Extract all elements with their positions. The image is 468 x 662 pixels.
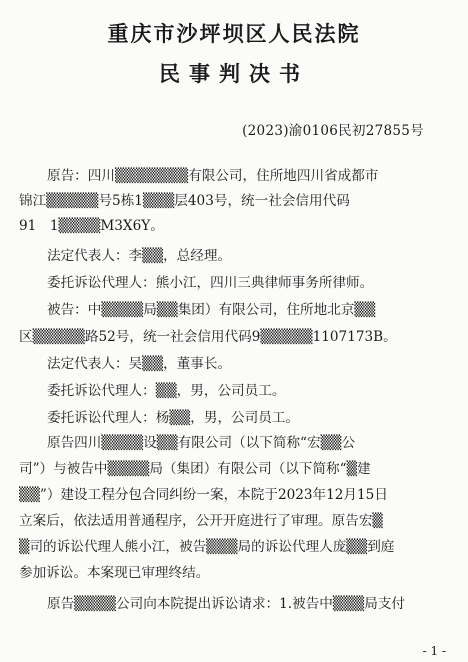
plaintiff-line-2: 锦江▒▒▒▒▒号5栋1▒▒▒层403号，统一社会信用代码	[19, 193, 350, 209]
case-summary-line-1: 原告四川▒▒▒▒设▒▒有限公司（以下简称“宏▒▒公	[47, 435, 356, 451]
case-summary-line-4: 立案后，依法适用普通程序，公开开庭进行了审理。原告宏▒	[19, 513, 383, 529]
page-number: - 1 -	[422, 644, 446, 658]
document-type: 民事判决书	[159, 61, 309, 86]
case-summary-line-2: 司”）与被告中▒▒▒▒局（集团）有限公司（以下简称“▒建	[19, 461, 371, 477]
defendant-line-2: 区▒▒▒▒▒路52号，统一社会信用代码9▒▒▒▒▒1107173B。	[19, 329, 397, 345]
case-number: (2023)渝0106民初27855号	[242, 123, 424, 139]
plaintiff-legal-rep: 法定代表人：李▒▒，总经理。	[47, 248, 232, 264]
defendant-line-1: 被告：中▒▒▒▒局▒▒集团）有限公司，住所地北京▒▒	[47, 302, 376, 318]
plaintiff-agent: 委托诉讼代理人：熊小江，四川三典律师事务所律师。	[47, 275, 374, 291]
plaintiff-line-3: 91 1▒▒▒▒M3X6Y。	[19, 218, 164, 234]
defendant-agent-1: 委托诉讼代理人：▒▒，男，公司员工。	[47, 383, 286, 399]
plaintiff-line-1: 原告：四川▒▒▒▒▒▒▒有限公司，住所地四川省成都市	[47, 168, 379, 184]
claims-line-1: 原告▒▒▒▒公司向本院提出诉讼请求：1.被告中▒▒▒局支付	[47, 596, 406, 612]
case-summary-line-3: ▒▒”）建设工程分包合同纠纷一案，本院于2023年12月15日	[19, 487, 388, 503]
case-summary-line-6: 参加诉讼。本案现已审理终结。	[19, 565, 210, 581]
case-summary-line-5: ▒司的诉讼代理人熊小江，被告▒▒▒局的诉讼代理人庞▒▒到庭	[19, 539, 395, 555]
court-name: 重庆市沙坪坝区人民法院	[107, 21, 361, 46]
defendant-legal-rep: 法定代表人：吴▒▒，董事长。	[47, 356, 232, 372]
defendant-agent-2: 委托诉讼代理人：杨▒▒，男，公司员工。	[47, 410, 300, 426]
